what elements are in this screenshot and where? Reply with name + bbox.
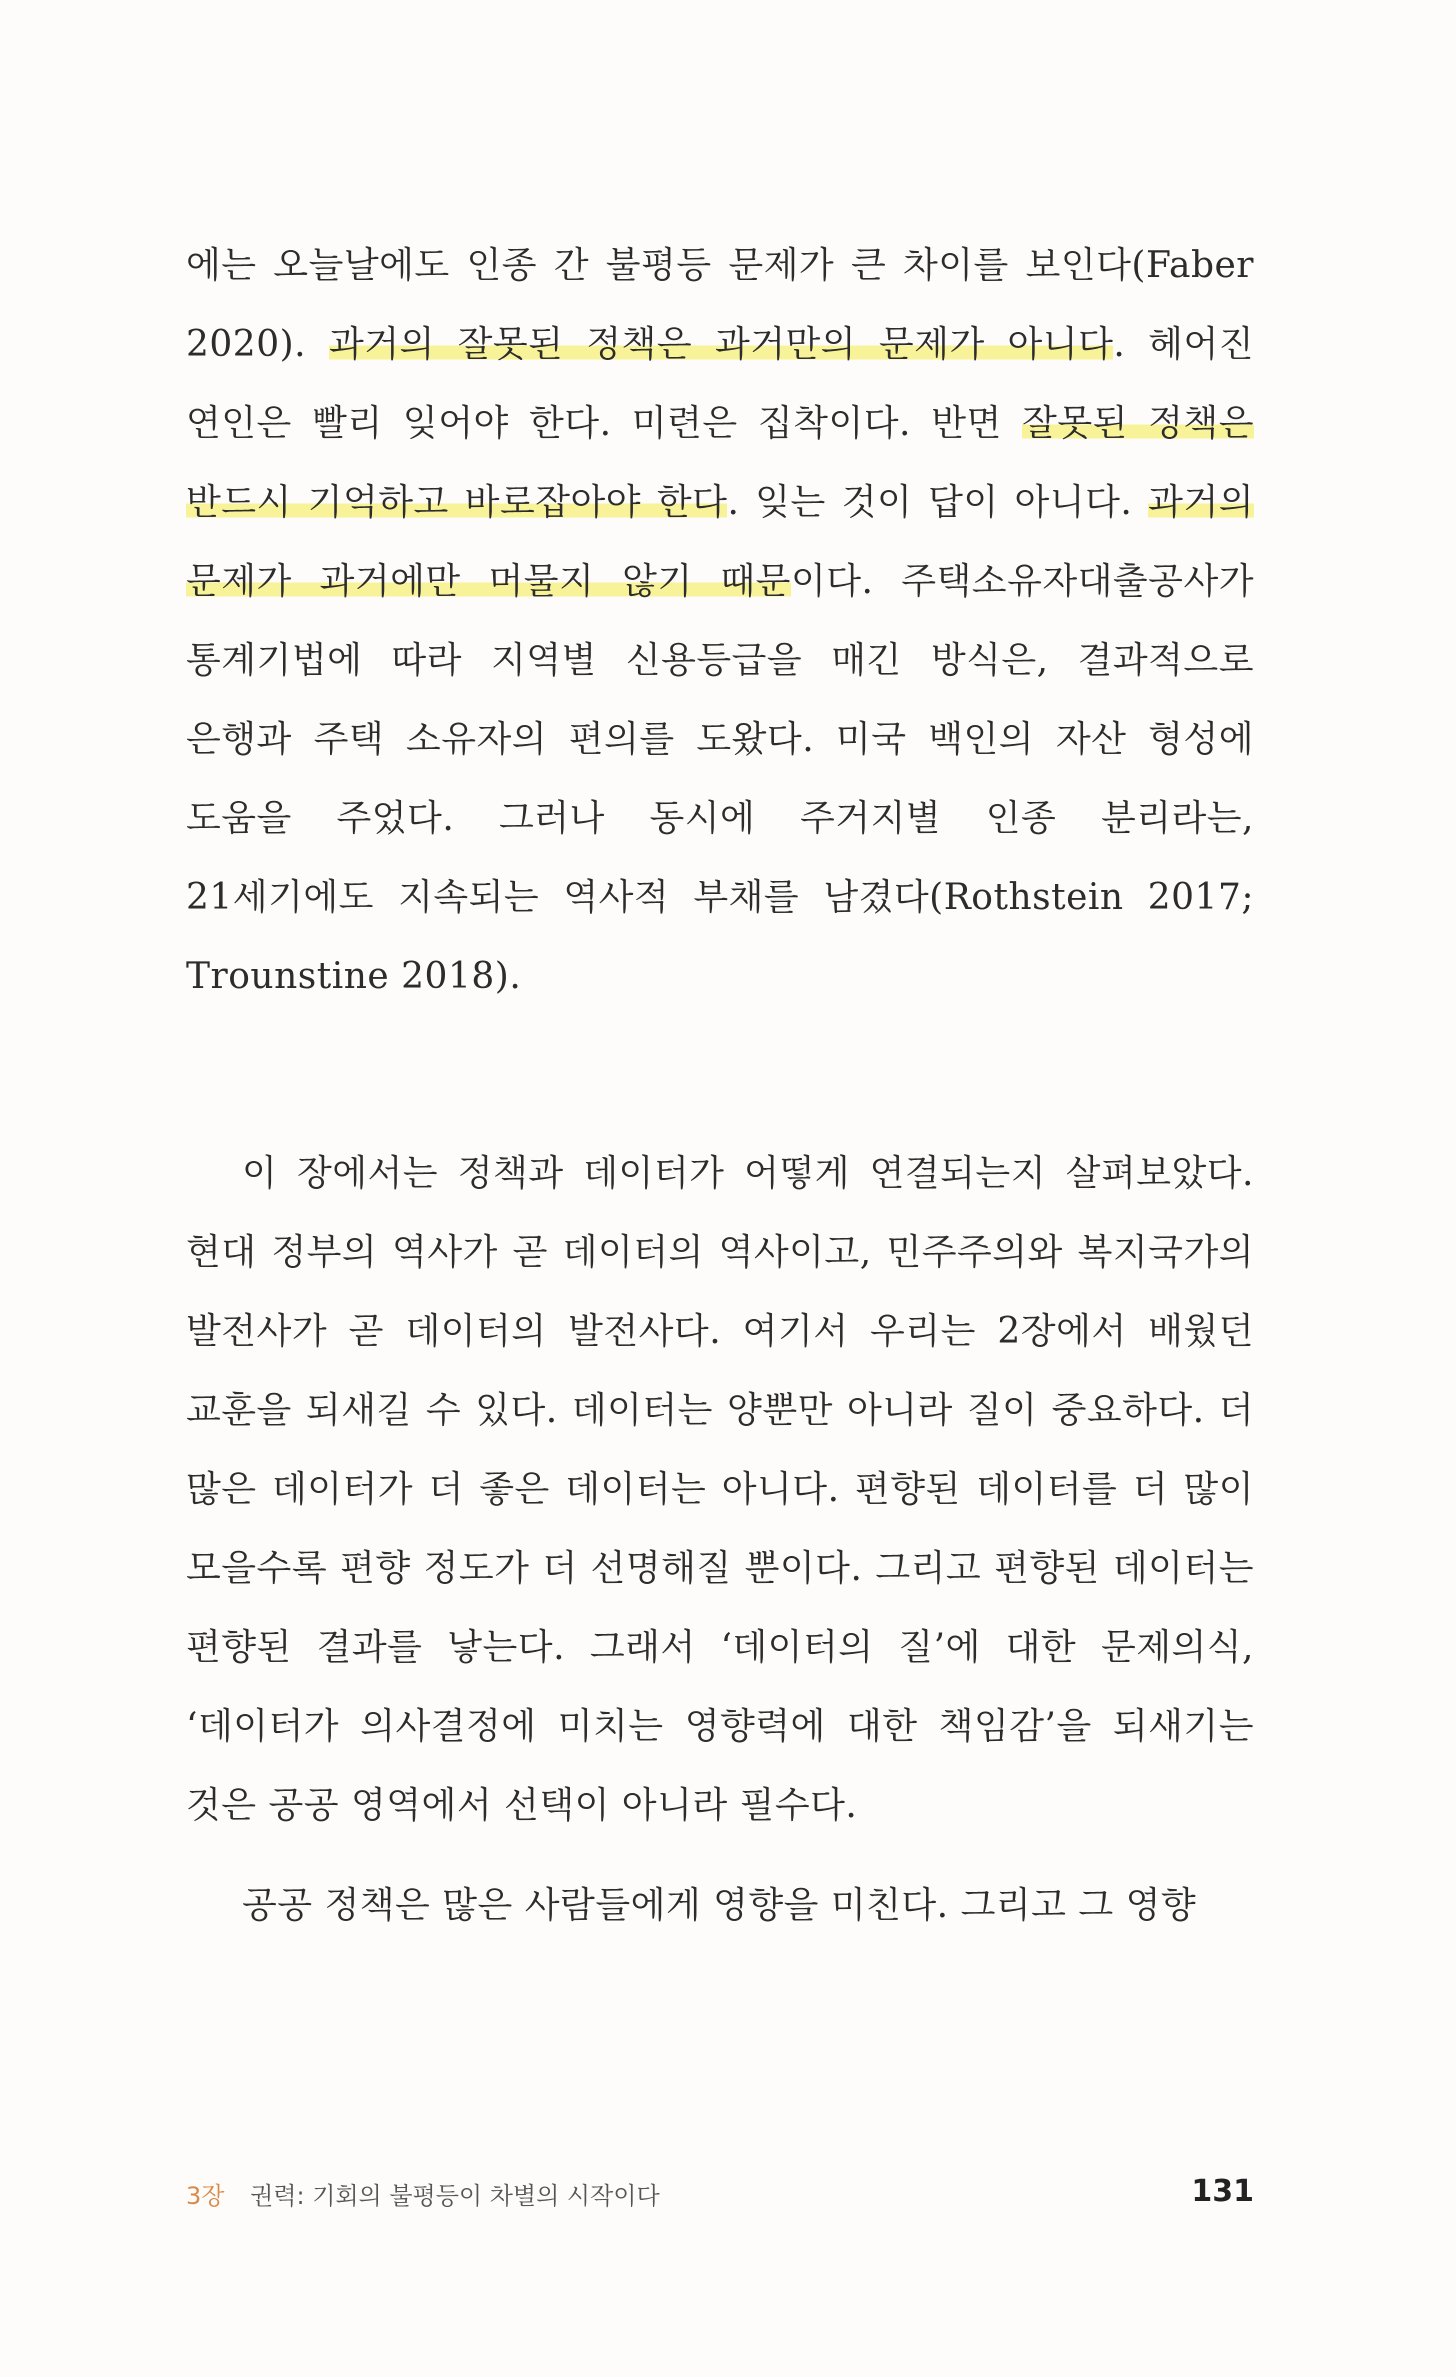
highlighted-text: 과거의 잘못된 정책은 과거만의 문제가 아니다 bbox=[328, 324, 1114, 365]
text-segment: . 헤어진 연인은 빨리 잊어야 한다. 미련은 집착이다. 반면 bbox=[186, 324, 1254, 444]
highlighted-text: 잘못된 정책은 반드시 기억하고 바로잡아야 한다 bbox=[186, 403, 1254, 523]
chapter-title: 권력: 기회의 불평등이 차별의 시작이다 bbox=[250, 2182, 660, 2210]
paragraph-2: 이 장에서는 정책과 데이터가 어떻게 연결되는지 살펴보았다. 현대 정부의 역사가 곧 데이터의 역사이고, 민주주의와 복지국가의 발전사가 곧 데이터의 발전사다. 여기서 우리는 2장에서 배웠던 교훈을 되새길 수 있다. 데이터는 양뿐만 아니라 질이 중요하다. 더 많은 데이터가 더 좋은 데이터는 아니다. 편향된 데이터를 더 많이 모을수록 편향 정도가 더 선명해질 뿐이다. 그리고 편향된 데이터는 편향된 결과를 낳는다. 그래서 ‘데이터의 질’에 대한 문제의식, ‘데이터가 의사결정에 미치는 영향력에 대한 책임감’을 되새기는 것은 공공 영역에서 선택이 아니라 필수다. bbox=[186, 1153, 1254, 1826]
chapter-number: 3장 bbox=[186, 2182, 225, 2210]
page-number: 131 bbox=[1191, 2174, 1254, 2209]
text-segment: . 잊는 것이 답이 아니다. bbox=[727, 482, 1149, 523]
paragraph-3: 공공 정책은 많은 사람들에게 영향을 미친다. 그리고 그 영향 bbox=[242, 1885, 1197, 1926]
text-segment: 이다. 주택소유자대출공사가 통계기법에 따라 지역별 신용등급을 매긴 방식은, 결과적으로 은행과 주택 소유자의 편의를 도왔다. 미국 백인의 자산 형성에 도움을 주었다. 그러나 동시에 주거지별 인종 분리라는, 21세기에도 지속되는 역사적 부채를 남겼다(Rothstein 2017; Trounstine 2018). bbox=[186, 561, 1254, 997]
text-segment: 에는 오늘날에도 인종 간 불평등 문제가 큰 차이를 보인다(Faber 2020). bbox=[186, 245, 1254, 365]
highlighted-text: 과거의 문제가 과거에만 머물지 않기 때문 bbox=[186, 482, 1254, 602]
page-footer bbox=[186, 2176, 1254, 2220]
paragraph-1 bbox=[186, 226, 1254, 1016]
